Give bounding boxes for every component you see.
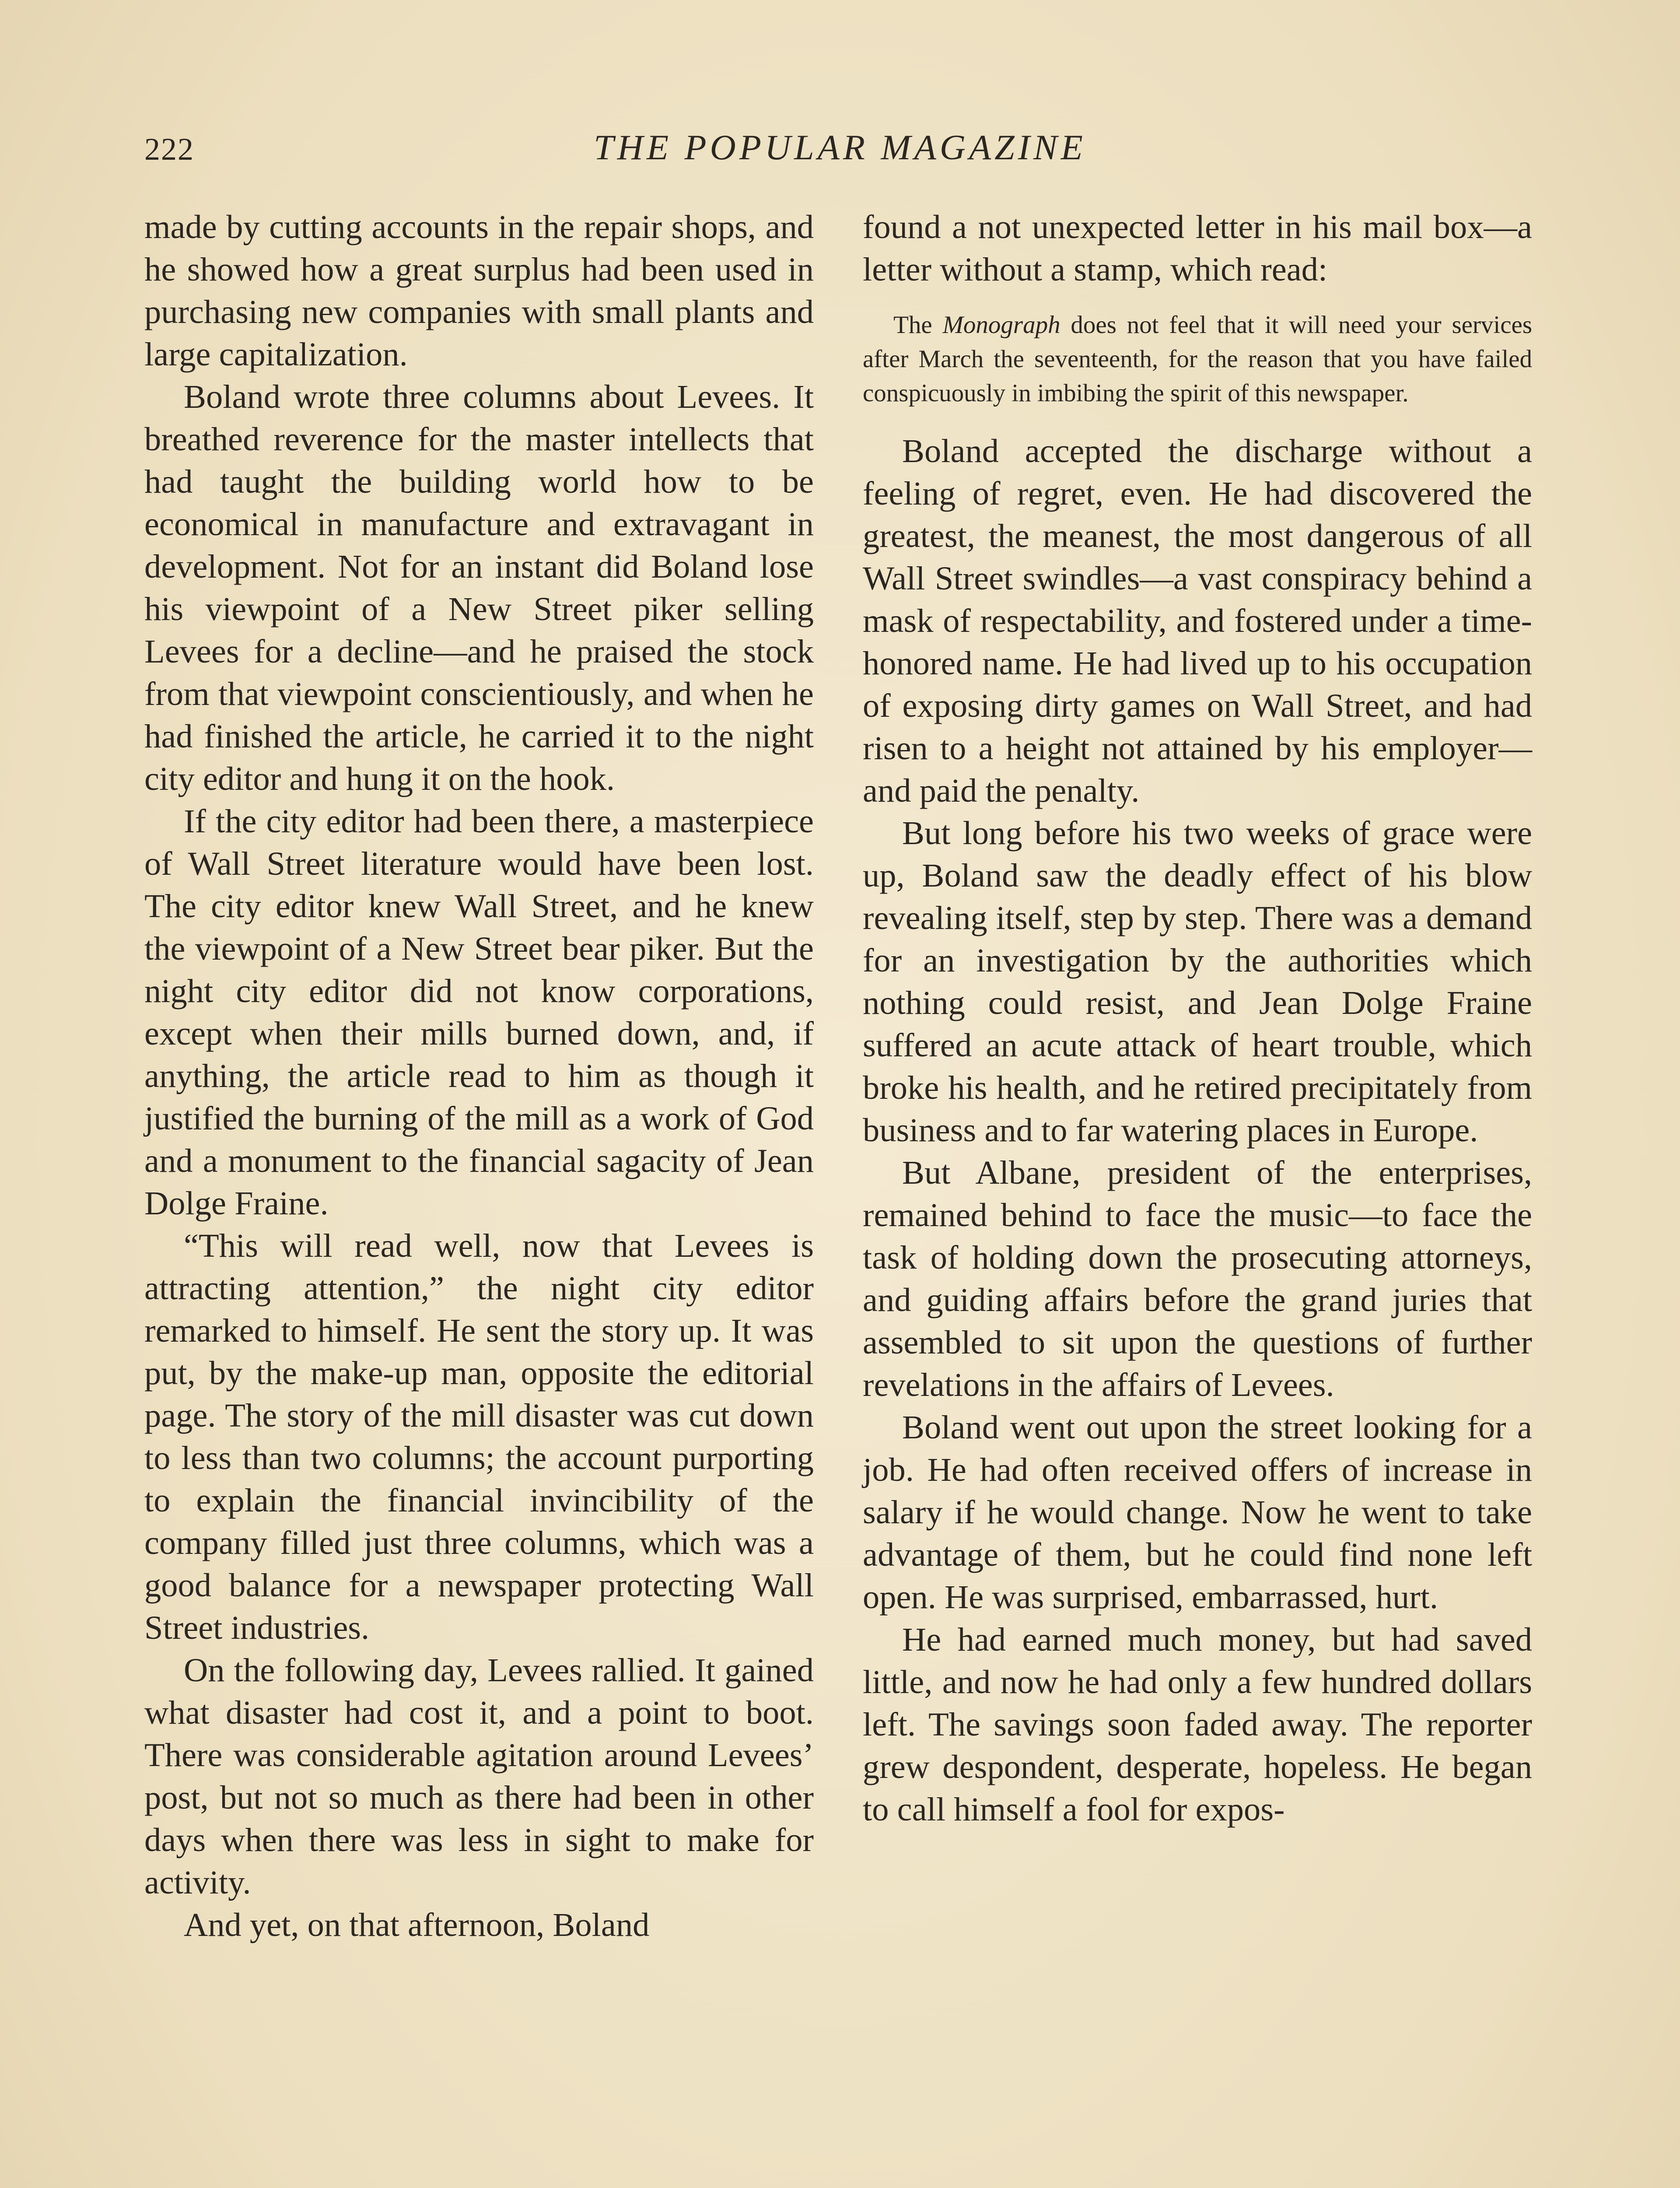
right-column (863, 206, 1532, 1830)
paragraph: But Albane, president of the enterprises, remained behind to face the music—to face the task of holding down the prosecuting attorneys, and guiding affairs before the grand juries that assembled to sit upon the questions of further revelations in the affairs of Levees. (863, 1154, 1532, 1403)
letter-intro: The (893, 311, 932, 339)
paragraph: But long before his two weeks of grace were up, Boland saw the deadly effect of his blow revealing itself, step by step. There was a demand for an investigation by the authorities which nothing could resist, and Jean Dolge Fraine suffered an acute attack of heart trouble, which broke his health, and he retired precipitately from business and to far watering places in Europe. (863, 814, 1532, 1149)
paragraph: And yet, on that afternoon, Boland (184, 1906, 650, 1943)
page-number: 222 (144, 132, 194, 167)
running-head: THE POPULAR MAGAZINE (594, 127, 1086, 167)
newspaper-title: Monograph (942, 311, 1060, 339)
paragraph: On the following day, Levees rallied. It gained what disaster had cost it, and a point to boot. There was considerable agitation around Levees’ post, but not so much as there had been in other days when there was less in sight to make for activity. (144, 1652, 814, 1901)
paragraph: found a not unexpected letter in his mail box—a letter without a stamp, which read: (863, 208, 1532, 288)
paragraph: made by cutting accounts in the repair shops, and he showed how a great surplus had been used in purchasing new companies with small plants and large capitalization. (144, 208, 814, 373)
paragraph: He had earned much money, but had saved little, and now he had only a few hundred dollars left. The savings soon faded away. The reporter grew despondent, desperate, hopeless. He began to call himself a fool for expos- (863, 1621, 1532, 1828)
paragraph: Boland went out upon the street looking for a job. He had often received offers of increase in salary if he would change. Now he went to take advantage of them, but he could find none left open. He was surprised, embarrassed, hurt. (863, 1409, 1532, 1616)
paragraph: “This will read well, now that Levees is attracting attention,” the night city editor remarked to himself. He sent the story up. It was put, by the make-up man, opposite the editorial page. The story of the mill disaster was cut down to less than two columns; the account purporting to explain the financial invincibility of the company filled just three columns, which was a good balance for a newspaper protecting Wall Street industries. (144, 1227, 814, 1646)
paragraph: Boland accepted the discharge without a feeling of regret, even. He had discovered the greatest, the meanest, the most dangerous of all Wall Street swindles—a vast conspiracy behind a mask of respectability, and fostered under a time-honored name. He had lived up to his occupation of exposing dirty games on Wall Street, and had risen to a height not attained by his employer—and paid the penalty. (863, 432, 1532, 809)
paragraph: Boland wrote three columns about Levees. It breathed reverence for the master intellects that had taught the building world how to be economical in manufacture and extravagant in development. Not for an instant did Boland lose his viewpoint of a New Street piker selling Levees for a decline—and he praised the stock from that viewpoint conscientiously, and when he had finished the article, he carried it to the night city editor and hung it on the hook. (144, 378, 814, 797)
quoted-letter (863, 308, 1532, 410)
left-column (144, 206, 814, 1946)
paragraph: If the city editor had been there, a masterpiece of Wall Street literature would have been lost. The city editor knew Wall Street, and he knew the viewpoint of a New Street bear piker. But the night city editor did not know corporations, except when their mills burned down, and, if anything, the article read to him as though it justified the burning of the mill as a work of God and a monument to the financial sagacity of Jean Dolge Fraine. (144, 803, 814, 1222)
letter-body: does not feel that it will need your services after March the seventeenth, for the reason that you have failed conspicuously in imbibing the spirit of this newspaper. (863, 311, 1533, 407)
